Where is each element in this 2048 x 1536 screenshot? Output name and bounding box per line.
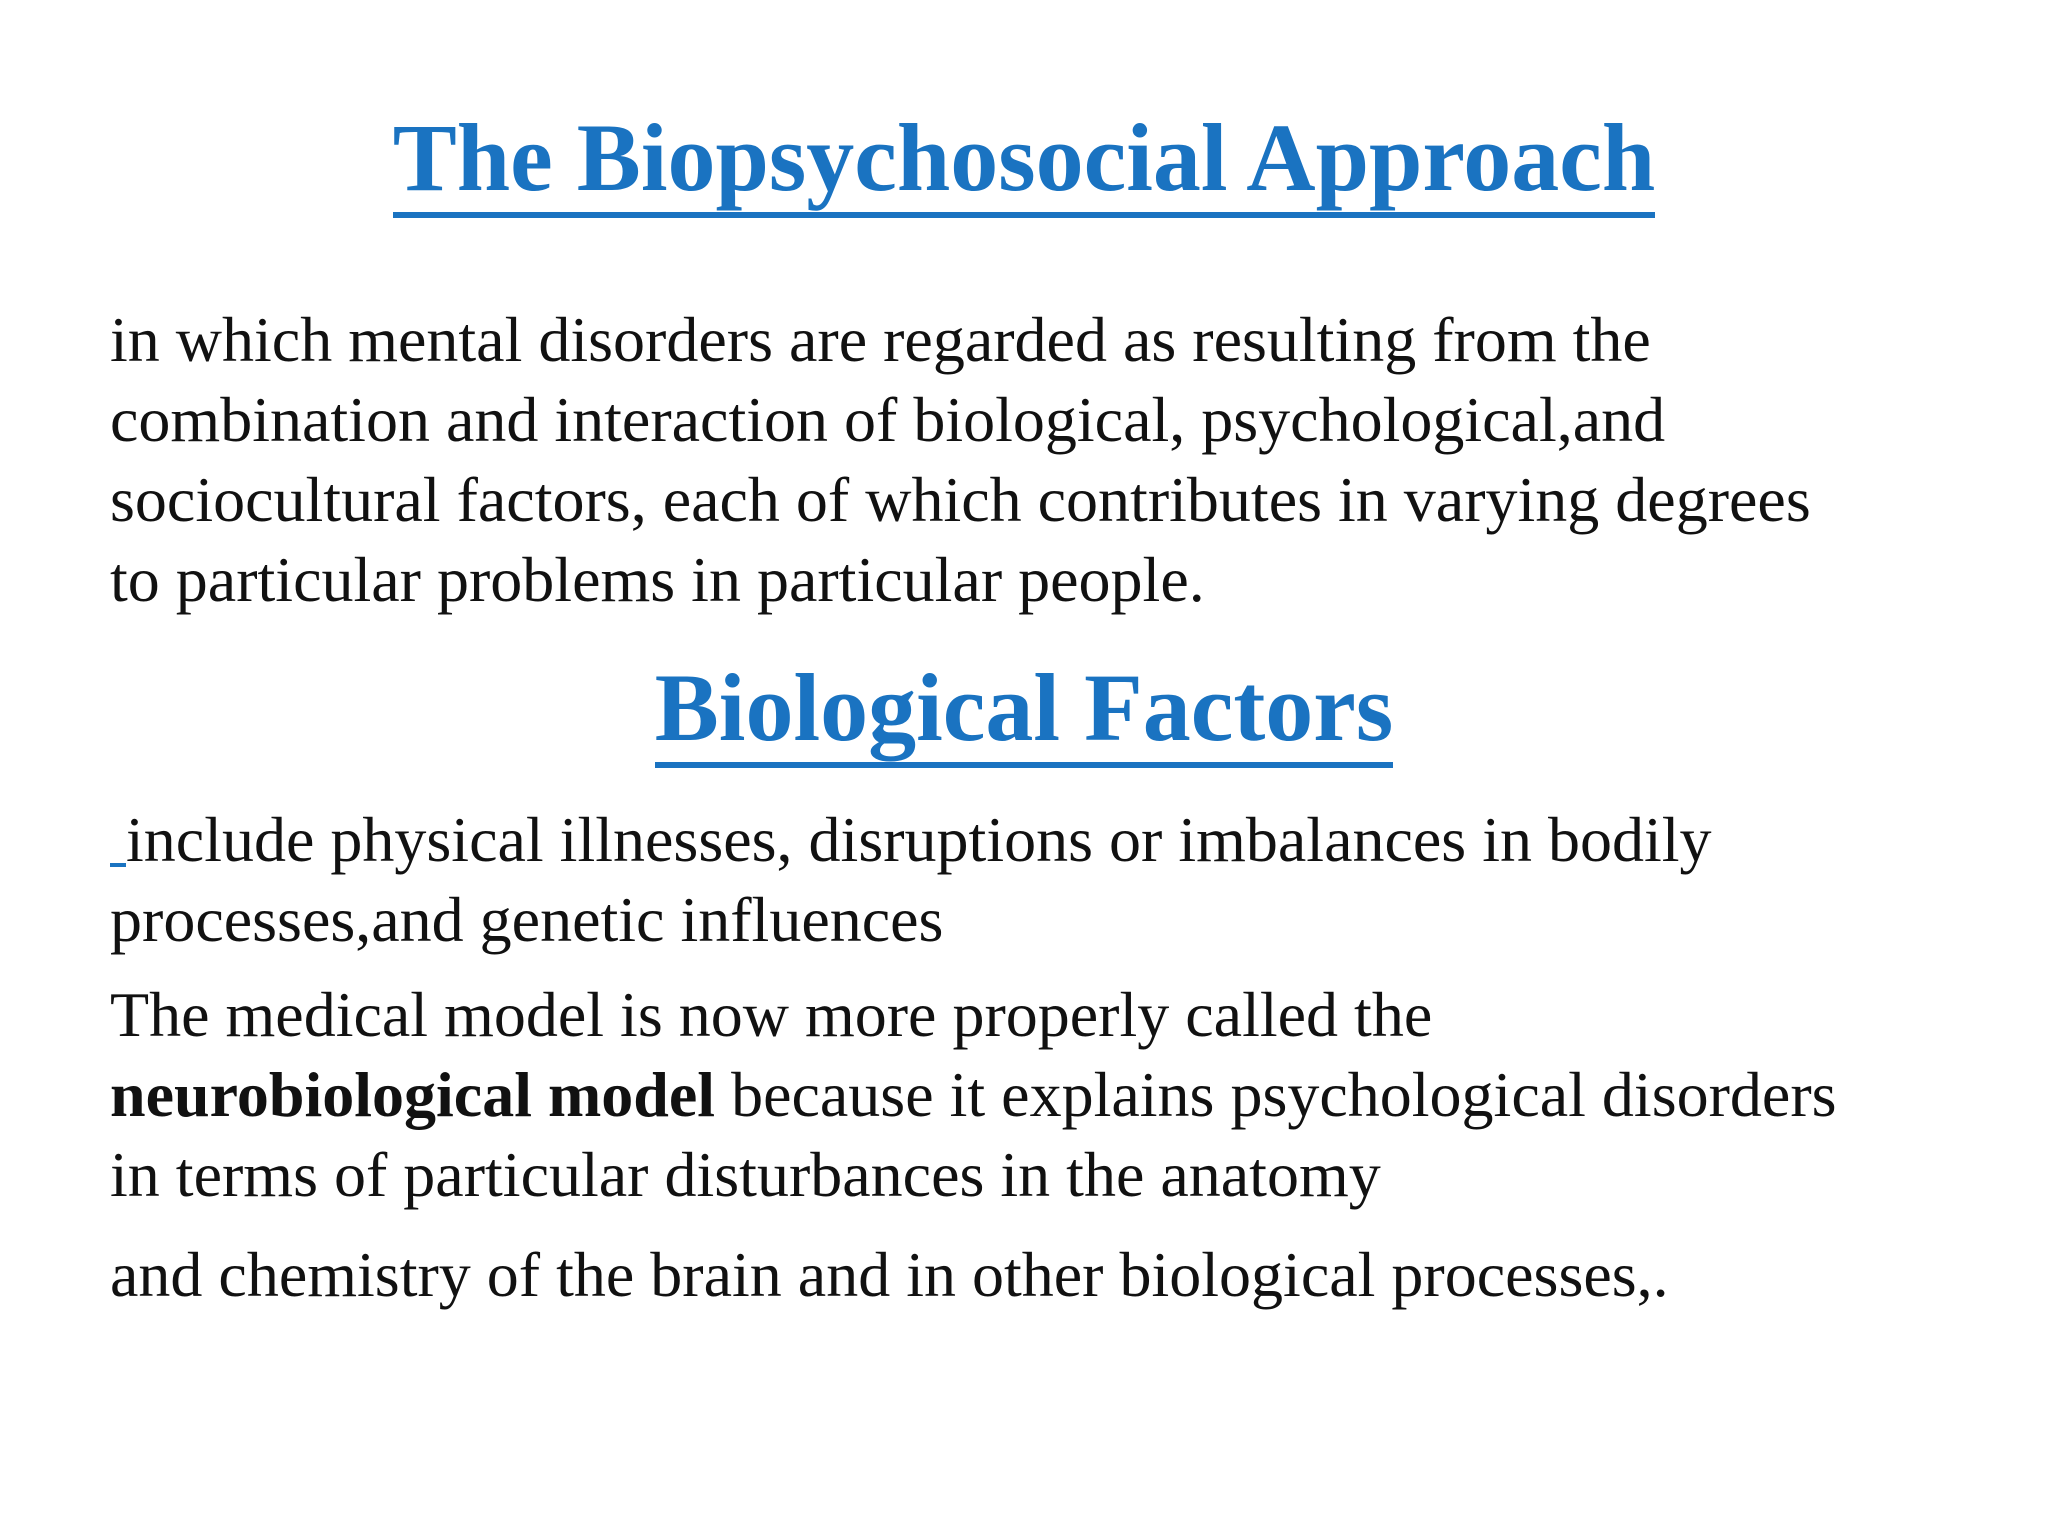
final-line: and chemistry of the brain and in other biological processes,.	[110, 1239, 1669, 1310]
intro-paragraph	[110, 300, 1970, 620]
section-heading-biological-factors: Biological Factors	[0, 660, 2048, 768]
biological-factors-paragraph	[110, 800, 1970, 960]
intro-line: in which mental disorders are regarded as resulting from the	[110, 304, 1651, 375]
medical-model-paragraph	[110, 975, 1970, 1215]
medical-line: in terms of particular disturbances in the anatomy	[110, 1139, 1381, 1210]
bio-line: include physical illnesses, disruptions or imbalances in bodily	[110, 800, 1970, 880]
neurobiological-model-term: neurobiological model	[110, 1059, 716, 1130]
medical-line: The medical model is now more properly called the	[110, 979, 1433, 1050]
final-paragraph	[110, 1235, 1970, 1315]
intro-line: combination and interaction of biological, psychological,and	[110, 384, 1666, 455]
medical-line: neurobiological model because it explains psychological disorders	[110, 1059, 1837, 1130]
slide-title: The Biopsychosocial Approach	[0, 110, 2048, 218]
underline-marker-icon	[110, 863, 126, 867]
bio-line: processes,and genetic influences	[110, 884, 944, 955]
intro-line: to particular problems in particular people.	[110, 544, 1205, 615]
intro-line: sociocultural factors, each of which contributes in varying degrees	[110, 464, 1811, 535]
